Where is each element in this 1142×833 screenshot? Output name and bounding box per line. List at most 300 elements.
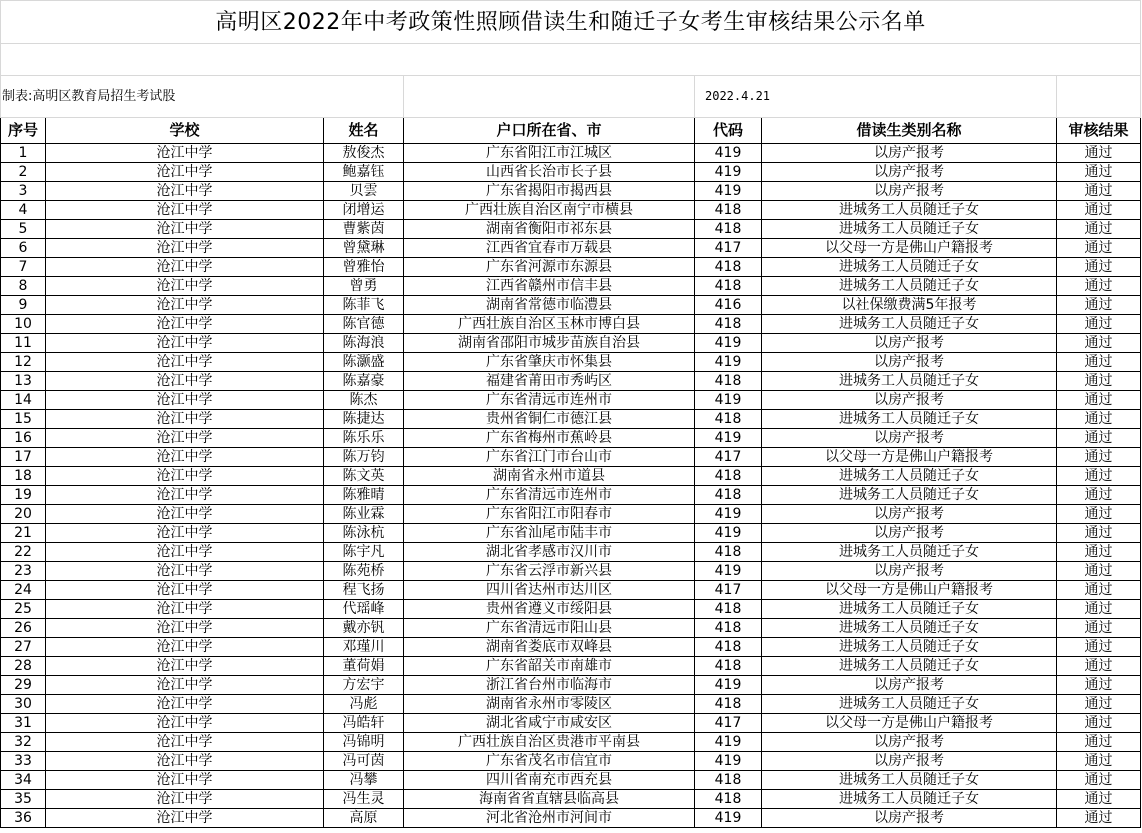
cell-index: 32 [1,733,46,752]
cell-code: 418 [695,619,762,638]
cell-hukou: 湖南省永州市道县 [404,467,695,486]
table-row [1,201,1141,220]
cell-hukou: 广东省阳江市江城区 [404,144,695,163]
cell-school: 沧江中学 [46,676,324,695]
cell-hukou: 广东省清远市阳山县 [404,619,695,638]
cell-name: 陈菲飞 [324,296,404,315]
cell-code: 419 [695,334,762,353]
cell-hukou: 浙江省台州市临海市 [404,676,695,695]
cell-index: 21 [1,524,46,543]
cell-category: 以房产报考 [762,391,1057,410]
cell-result: 通过 [1057,448,1141,467]
cell-hukou: 广西壮族自治区南宁市横县 [404,201,695,220]
cell-code: 418 [695,543,762,562]
table-row [1,524,1141,543]
cell-hukou: 河北省沧州市河间市 [404,809,695,828]
cell-category: 进城务工人员随迁子女 [762,600,1057,619]
cell-name: 方宏宇 [324,676,404,695]
cell-code: 419 [695,752,762,771]
cell-index: 4 [1,201,46,220]
cell-code: 419 [695,144,762,163]
cell-category: 进城务工人员随迁子女 [762,771,1057,790]
table-row [1,429,1141,448]
cell-code: 418 [695,372,762,391]
cell-code: 419 [695,391,762,410]
cell-result: 通过 [1057,524,1141,543]
cell-index: 16 [1,429,46,448]
cell-school: 沧江中学 [46,391,324,410]
cell-code: 418 [695,277,762,296]
cell-code: 419 [695,353,762,372]
cell-category: 进城务工人员随迁子女 [762,277,1057,296]
cell-result: 通过 [1057,201,1141,220]
cell-result: 通过 [1057,657,1141,676]
cell-category: 进城务工人员随迁子女 [762,410,1057,429]
header-cell-code: 代码 [695,118,762,144]
cell-school: 沧江中学 [46,790,324,809]
cell-index: 5 [1,220,46,239]
cell-result: 通过 [1057,467,1141,486]
cell-hukou: 广东省肇庆市怀集县 [404,353,695,372]
cell-name: 陈捷达 [324,410,404,429]
cell-hukou: 福建省莆田市秀屿区 [404,372,695,391]
table-row [1,258,1141,277]
cell-result: 通过 [1057,638,1141,657]
cell-school: 沧江中学 [46,657,324,676]
cell-hukou: 贵州省遵义市绥阳县 [404,600,695,619]
table-row [1,581,1141,600]
cell-hukou: 广东省梅州市蕉岭县 [404,429,695,448]
cell-name: 曹紫茵 [324,220,404,239]
table-row [1,638,1141,657]
cell-result: 通过 [1057,144,1141,163]
cell-result: 通过 [1057,258,1141,277]
cell-school: 沧江中学 [46,467,324,486]
cell-code: 418 [695,600,762,619]
cell-name: 冯皓轩 [324,714,404,733]
table-row [1,220,1141,239]
cell-name: 陈文英 [324,467,404,486]
cell-index: 10 [1,315,46,334]
cell-school: 沧江中学 [46,486,324,505]
table-row [1,562,1141,581]
cell-result: 通过 [1057,372,1141,391]
cell-result: 通过 [1057,182,1141,201]
cell-school: 沧江中学 [46,429,324,448]
cell-hukou: 广东省阳江市阳春市 [404,505,695,524]
cell-name: 程飞扬 [324,581,404,600]
table-row [1,391,1141,410]
cell-code: 417 [695,581,762,600]
table-row [1,600,1141,619]
cell-category: 进城务工人员随迁子女 [762,258,1057,277]
cell-category: 进城务工人员随迁子女 [762,315,1057,334]
header-cell-index: 序号 [1,118,46,144]
cell-name: 曾勇 [324,277,404,296]
cell-code: 418 [695,771,762,790]
header-row [1,118,1141,144]
cell-category: 以房产报考 [762,562,1057,581]
cell-code: 416 [695,296,762,315]
cell-name: 陈业霖 [324,505,404,524]
cell-index: 26 [1,619,46,638]
cell-code: 419 [695,505,762,524]
header-cell-school: 学校 [46,118,324,144]
cell-result: 通过 [1057,220,1141,239]
cell-category: 以房产报考 [762,182,1057,201]
cell-index: 30 [1,695,46,714]
cell-school: 沧江中学 [46,771,324,790]
cell-category: 进城务工人员随迁子女 [762,201,1057,220]
table-row [1,657,1141,676]
cell-result: 通过 [1057,239,1141,258]
table-row [1,353,1141,372]
cell-hukou: 广西壮族自治区贵港市平南县 [404,733,695,752]
cell-category: 以房产报考 [762,505,1057,524]
table-row [1,467,1141,486]
cell-index: 34 [1,771,46,790]
cell-school: 沧江中学 [46,410,324,429]
cell-index: 12 [1,353,46,372]
cell-code: 418 [695,315,762,334]
maker-label: 制表:高明区教育局招生考试股 [1,76,404,118]
cell-school: 沧江中学 [46,524,324,543]
cell-name: 贝雲 [324,182,404,201]
cell-index: 20 [1,505,46,524]
cell-index: 24 [1,581,46,600]
cell-school: 沧江中学 [46,733,324,752]
cell-code: 418 [695,201,762,220]
table-row [1,410,1141,429]
cell-result: 通过 [1057,391,1141,410]
table-row [1,486,1141,505]
cell-category: 以父母一方是佛山户籍报考 [762,448,1057,467]
cell-school: 沧江中学 [46,163,324,182]
cell-category: 进城务工人员随迁子女 [762,486,1057,505]
cell-name: 冯攀 [324,771,404,790]
cell-code: 417 [695,239,762,258]
cell-school: 沧江中学 [46,543,324,562]
cell-name: 陈万钧 [324,448,404,467]
cell-hukou: 湖北省咸宁市咸安区 [404,714,695,733]
header-cell-hukou: 户口所在省、市 [404,118,695,144]
cell-category: 进城务工人员随迁子女 [762,638,1057,657]
cell-code: 419 [695,163,762,182]
cell-name: 陈乐乐 [324,429,404,448]
cell-category: 以房产报考 [762,353,1057,372]
cell-index: 33 [1,752,46,771]
cell-category: 以父母一方是佛山户籍报考 [762,714,1057,733]
cell-hukou: 广东省韶关市南雄市 [404,657,695,676]
cell-result: 通过 [1057,676,1141,695]
cell-category: 进城务工人员随迁子女 [762,619,1057,638]
cell-code: 418 [695,410,762,429]
cell-result: 通过 [1057,429,1141,448]
table-row [1,296,1141,315]
date-label: 2022.4.21 [695,76,1057,118]
cell-hukou: 湖南省邵阳市城步苗族自治县 [404,334,695,353]
cell-code: 419 [695,182,762,201]
cell-result: 通过 [1057,486,1141,505]
cell-category: 以房产报考 [762,334,1057,353]
cell-school: 沧江中学 [46,258,324,277]
cell-index: 28 [1,657,46,676]
cell-code: 418 [695,695,762,714]
cell-category: 进城务工人员随迁子女 [762,543,1057,562]
page-title: 高明区2022年中考政策性照顾借读生和随迁子女考生审核结果公示名单 [1,1,1141,44]
cell-name: 敖俊杰 [324,144,404,163]
cell-school: 沧江中学 [46,353,324,372]
cell-name: 闭增运 [324,201,404,220]
table-row [1,315,1141,334]
cell-hukou: 湖南省衡阳市祁东县 [404,220,695,239]
cell-category: 进城务工人员随迁子女 [762,695,1057,714]
cell-name: 董荷娟 [324,657,404,676]
header-cell-category: 借读生类别名称 [762,118,1057,144]
cell-result: 通过 [1057,752,1141,771]
table-row [1,676,1141,695]
cell-code: 419 [695,562,762,581]
cell-index: 27 [1,638,46,657]
cell-category: 以社保缴费满5年报考 [762,296,1057,315]
cell-hukou: 广东省清远市连州市 [404,391,695,410]
blank-row [1,44,1141,76]
table-row [1,372,1141,391]
cell-category: 进城务工人员随迁子女 [762,372,1057,391]
cell-result: 通过 [1057,334,1141,353]
cell-school: 沧江中学 [46,277,324,296]
cell-index: 31 [1,714,46,733]
cell-hukou: 四川省南充市西充县 [404,771,695,790]
cell-result: 通过 [1057,714,1141,733]
cell-school: 沧江中学 [46,600,324,619]
cell-category: 以父母一方是佛山户籍报考 [762,239,1057,258]
cell-result: 通过 [1057,581,1141,600]
cell-result: 通过 [1057,163,1141,182]
cell-school: 沧江中学 [46,334,324,353]
cell-code: 418 [695,220,762,239]
header-cell-name: 姓名 [324,118,404,144]
cell-name: 鲍嘉钰 [324,163,404,182]
cell-index: 22 [1,543,46,562]
cell-index: 11 [1,334,46,353]
cell-name: 曾黛琳 [324,239,404,258]
cell-school: 沧江中学 [46,372,324,391]
cell-name: 邓瑾川 [324,638,404,657]
cell-hukou: 湖南省娄底市双峰县 [404,638,695,657]
cell-name: 陈泳杭 [324,524,404,543]
cell-code: 419 [695,676,762,695]
cell-name: 陈杰 [324,391,404,410]
table-row [1,144,1141,163]
cell-result: 通过 [1057,505,1141,524]
table-row [1,714,1141,733]
cell-result: 通过 [1057,410,1141,429]
cell-hukou: 广东省揭阳市揭西县 [404,182,695,201]
cell-name: 冯生灵 [324,790,404,809]
cell-name: 陈官德 [324,315,404,334]
cell-index: 23 [1,562,46,581]
cell-category: 以房产报考 [762,163,1057,182]
cell-name: 陈嘉豪 [324,372,404,391]
cell-name: 曾雅怡 [324,258,404,277]
cell-name: 陈宇凡 [324,543,404,562]
cell-code: 419 [695,524,762,543]
cell-school: 沧江中学 [46,448,324,467]
cell-hukou: 广东省茂名市信宜市 [404,752,695,771]
cell-category: 以房产报考 [762,676,1057,695]
cell-category: 以房产报考 [762,144,1057,163]
cell-category: 进城务工人员随迁子女 [762,790,1057,809]
cell-school: 沧江中学 [46,315,324,334]
cell-index: 18 [1,467,46,486]
cell-code: 418 [695,657,762,676]
cell-index: 8 [1,277,46,296]
cell-result: 通过 [1057,353,1141,372]
cell-hukou: 湖北省孝感市汉川市 [404,543,695,562]
cell-hukou: 广东省江门市台山市 [404,448,695,467]
cell-result: 通过 [1057,695,1141,714]
cell-result: 通过 [1057,771,1141,790]
cell-school: 沧江中学 [46,619,324,638]
cell-name: 陈海浪 [324,334,404,353]
table-row [1,771,1141,790]
table-row [1,163,1141,182]
cell-name: 陈雅晴 [324,486,404,505]
cell-code: 419 [695,733,762,752]
cell-result: 通过 [1057,733,1141,752]
cell-category: 以房产报考 [762,429,1057,448]
table-row [1,505,1141,524]
cell-hukou: 广西壮族自治区玉林市博白县 [404,315,695,334]
cell-category: 以房产报考 [762,733,1057,752]
cell-index: 17 [1,448,46,467]
cell-hukou: 山西省长治市长子县 [404,163,695,182]
cell-code: 418 [695,258,762,277]
cell-school: 沧江中学 [46,220,324,239]
table-row [1,733,1141,752]
table-row [1,543,1141,562]
cell-result: 通过 [1057,619,1141,638]
cell-hukou: 四川省达州市达川区 [404,581,695,600]
cell-result: 通过 [1057,315,1141,334]
cell-result: 通过 [1057,562,1141,581]
cell-index: 3 [1,182,46,201]
cell-category: 以房产报考 [762,809,1057,828]
cell-school: 沧江中学 [46,201,324,220]
cell-result: 通过 [1057,277,1141,296]
cell-category: 进城务工人员随迁子女 [762,467,1057,486]
cell-hukou: 广东省云浮市新兴县 [404,562,695,581]
cell-index: 7 [1,258,46,277]
table-row [1,619,1141,638]
cell-code: 418 [695,638,762,657]
cell-name: 戴亦钒 [324,619,404,638]
table-row [1,695,1141,714]
cell-hukou: 江西省赣州市信丰县 [404,277,695,296]
header-cell-result: 审核结果 [1057,118,1141,144]
cell-index: 19 [1,486,46,505]
cell-name: 陈灏盛 [324,353,404,372]
cell-code: 418 [695,790,762,809]
cell-index: 6 [1,239,46,258]
cell-result: 通过 [1057,809,1141,828]
cell-category: 进城务工人员随迁子女 [762,657,1057,676]
cell-school: 沧江中学 [46,581,324,600]
cell-index: 15 [1,410,46,429]
table-row [1,809,1141,828]
cell-hukou: 海南省省直辖县临高县 [404,790,695,809]
cell-code: 419 [695,809,762,828]
cell-name: 高原 [324,809,404,828]
cell-index: 35 [1,790,46,809]
cell-result: 通过 [1057,600,1141,619]
table-row [1,182,1141,201]
table-row [1,277,1141,296]
cell-code: 418 [695,467,762,486]
table-row [1,448,1141,467]
cell-category: 以房产报考 [762,524,1057,543]
cell-category: 进城务工人员随迁子女 [762,220,1057,239]
cell-index: 14 [1,391,46,410]
cell-school: 沧江中学 [46,296,324,315]
cell-school: 沧江中学 [46,182,324,201]
cell-index: 25 [1,600,46,619]
cell-name: 冯锦明 [324,733,404,752]
cell-name: 冯可茵 [324,752,404,771]
cell-hukou: 广东省清远市连州市 [404,486,695,505]
cell-result: 通过 [1057,543,1141,562]
cell-school: 沧江中学 [46,144,324,163]
cell-code: 417 [695,714,762,733]
cell-hukou: 广东省河源市东源县 [404,258,695,277]
cell-school: 沧江中学 [46,809,324,828]
table-row [1,752,1141,771]
cell-name: 冯彪 [324,695,404,714]
cell-hukou: 湖南省常德市临澧县 [404,296,695,315]
cell-index: 13 [1,372,46,391]
cell-school: 沧江中学 [46,638,324,657]
cell-index: 2 [1,163,46,182]
table-row [1,334,1141,353]
cell-hukou: 广东省汕尾市陆丰市 [404,524,695,543]
cell-category: 以房产报考 [762,752,1057,771]
table-row [1,790,1141,809]
table-row [1,239,1141,258]
cell-school: 沧江中学 [46,562,324,581]
cell-category: 以父母一方是佛山户籍报考 [762,581,1057,600]
info-row [1,76,1141,118]
cell-code: 418 [695,486,762,505]
cell-code: 419 [695,429,762,448]
cell-hukou: 湖南省永州市零陵区 [404,695,695,714]
cell-school: 沧江中学 [46,505,324,524]
cell-school: 沧江中学 [46,239,324,258]
cell-school: 沧江中学 [46,714,324,733]
cell-code: 417 [695,448,762,467]
cell-index: 29 [1,676,46,695]
cell-result: 通过 [1057,296,1141,315]
cell-school: 沧江中学 [46,752,324,771]
cell-hukou: 江西省宜春市万载县 [404,239,695,258]
cell-school: 沧江中学 [46,695,324,714]
cell-result: 通过 [1057,790,1141,809]
cell-index: 9 [1,296,46,315]
cell-index: 1 [1,144,46,163]
cell-name: 陈苑桥 [324,562,404,581]
cell-hukou: 贵州省铜仁市德江县 [404,410,695,429]
cell-index: 36 [1,809,46,828]
